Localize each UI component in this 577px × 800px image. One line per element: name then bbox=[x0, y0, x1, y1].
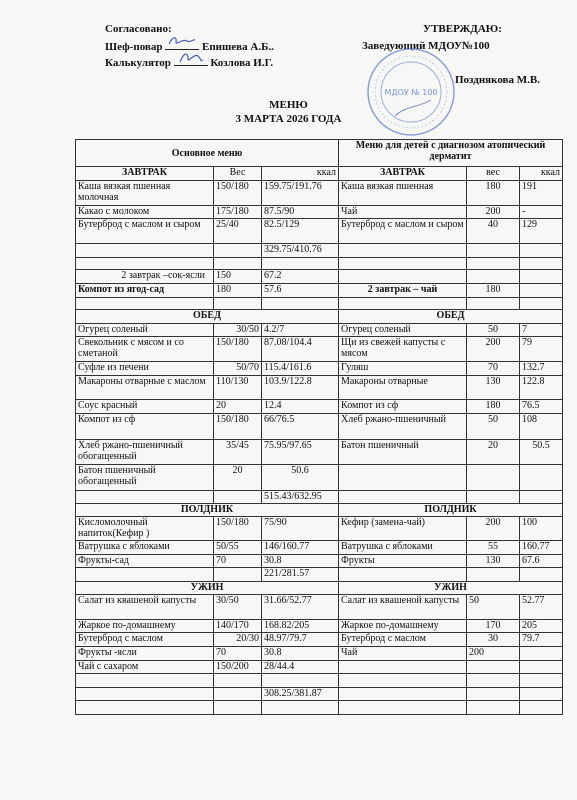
table-row bbox=[76, 376, 563, 400]
table-row bbox=[76, 701, 563, 715]
dish-weight: 50/55 bbox=[214, 541, 262, 555]
diet-dish-weight: 170 bbox=[467, 620, 520, 633]
diet-dish-kcal: 191 bbox=[520, 181, 563, 206]
chef-signature bbox=[165, 40, 199, 50]
table-row bbox=[76, 595, 563, 620]
menu-title: МЕНЮ bbox=[269, 99, 308, 111]
diet-dish-name: Чай bbox=[339, 206, 467, 219]
dish-kcal: 87.08/104.4 bbox=[262, 337, 339, 362]
snack-total-row bbox=[76, 568, 563, 582]
diet-meal-label: ЗАВТРАК bbox=[339, 167, 467, 181]
diet-dish-weight: 50 bbox=[467, 324, 520, 337]
dish-weight: 20 bbox=[214, 400, 262, 414]
dish-weight: 25/40 bbox=[214, 219, 262, 244]
table-row bbox=[76, 555, 563, 568]
diet-dish-weight: 40 bbox=[467, 219, 520, 244]
calc-line bbox=[105, 56, 273, 69]
diet-dish-kcal: 79 bbox=[520, 337, 563, 362]
menu-date: 3 МАРТА 2026 ГОДА bbox=[235, 113, 342, 125]
dish-weight: 50/70 bbox=[214, 362, 262, 376]
dish-weight: 110/130 bbox=[214, 376, 262, 400]
dinner-diet-label: УЖИН bbox=[339, 582, 563, 595]
table-row bbox=[76, 541, 563, 555]
table-row bbox=[76, 647, 563, 661]
dinner-header-row bbox=[76, 582, 563, 595]
diet-dish-name: Чай bbox=[339, 647, 467, 661]
dish-kcal: 168.82/205 bbox=[262, 620, 339, 633]
diet-dish-weight: 130 bbox=[467, 555, 520, 568]
table-row bbox=[76, 181, 563, 206]
diet-dish-name: Кефир (замена-чай) bbox=[339, 517, 467, 541]
agreed-label: Согласовано: bbox=[105, 23, 172, 35]
diet-dish-name: Каша вязкая пшенная bbox=[339, 181, 467, 206]
table-row bbox=[76, 661, 563, 674]
calc-name: Козлова И.Г. bbox=[210, 57, 274, 69]
diet-dish-name: 2 завтрак – чай bbox=[339, 284, 467, 298]
diet-dish-kcal: 52.77 bbox=[520, 595, 563, 620]
diet-dish-weight: 200 bbox=[467, 517, 520, 541]
main-meal-label: ЗАВТРАК bbox=[76, 167, 214, 181]
diet-dish-name: Компот из сф bbox=[339, 400, 467, 414]
table-header-row bbox=[76, 140, 563, 167]
table-row bbox=[76, 324, 563, 337]
dish-weight: 180 bbox=[214, 284, 262, 298]
svg-text:МДОУ № 100: МДОУ № 100 bbox=[384, 88, 438, 97]
dish-weight: 20 bbox=[214, 465, 262, 491]
main-menu-header: Основное меню bbox=[76, 140, 339, 167]
diet-dish-kcal: 79.7 bbox=[520, 633, 563, 647]
diet-dish-kcal: 50.5 bbox=[520, 440, 563, 465]
dish-name: Макароны отварные с маслом bbox=[76, 376, 214, 400]
diet-dish-name: Бутерброд с маслом bbox=[339, 633, 467, 647]
diet-menu-header: Меню для детей с диагнозом атопический дерматит bbox=[339, 140, 563, 167]
diet-dish-weight: 200 bbox=[467, 337, 520, 362]
dish-weight: 70 bbox=[214, 647, 262, 661]
dish-name: Ватрушка с яблоками bbox=[76, 541, 214, 555]
lunch-total-row bbox=[76, 491, 563, 504]
dish-name: Соус красный bbox=[76, 400, 214, 414]
dish-name: Бутерброд с маслом и сыром bbox=[76, 219, 214, 244]
dish-weight: 150/180 bbox=[214, 181, 262, 206]
diet-dish-name: Салат из квашеной капусты bbox=[339, 595, 467, 620]
dish-kcal: 50.6 bbox=[262, 465, 339, 491]
dish-weight: 30/50 bbox=[214, 595, 262, 620]
breakfast-total: 329.75/410.76 bbox=[262, 244, 339, 258]
dinner-main-label: УЖИН bbox=[76, 582, 339, 595]
diet-dish-name: Ватрушка с яблоками bbox=[339, 541, 467, 555]
dish-name: Суфле из печени bbox=[76, 362, 214, 376]
diet-dish-kcal: 108 bbox=[520, 414, 563, 440]
dish-kcal: 82.5/129 bbox=[262, 219, 339, 244]
dish-weight: 150 bbox=[214, 270, 262, 284]
diet-dish-kcal: 122.8 bbox=[520, 376, 563, 400]
dish-kcal: 103.9/122.8 bbox=[262, 376, 339, 400]
diet-dish-name: Жаркое по-домашнему bbox=[339, 620, 467, 633]
diet-dish-kcal: 205 bbox=[520, 620, 563, 633]
diet-dish-kcal: 132.7 bbox=[520, 362, 563, 376]
diet-dish-kcal: 129 bbox=[520, 219, 563, 244]
table-row bbox=[76, 414, 563, 440]
dish-kcal: 115.4/161.6 bbox=[262, 362, 339, 376]
dish-weight: 175/180 bbox=[214, 206, 262, 219]
dish-kcal: 67.2 bbox=[262, 270, 339, 284]
table-row bbox=[76, 517, 563, 541]
table-row bbox=[76, 674, 563, 688]
diet-dish-name: Фрукты bbox=[339, 555, 467, 568]
table-row bbox=[76, 400, 563, 414]
dish-kcal: 159.75/191.76 bbox=[262, 181, 339, 206]
diet-dish-weight: 180 bbox=[467, 181, 520, 206]
diet-dish-weight: 50 bbox=[467, 595, 520, 620]
snack-total: 221/281.57 bbox=[262, 568, 339, 582]
diet-dish-kcal: 100 bbox=[520, 517, 563, 541]
dish-kcal: 57.6 bbox=[262, 284, 339, 298]
diet-dish-name: Гуляш bbox=[339, 362, 467, 376]
diet-dish-weight: 70 bbox=[467, 362, 520, 376]
dish-name: Салат из квашеной капусты bbox=[76, 595, 214, 620]
dish-kcal: 66/76.5 bbox=[262, 414, 339, 440]
dish-name: Жаркое по-домашнему bbox=[76, 620, 214, 633]
chef-label: Шеф-повар bbox=[105, 41, 163, 53]
dinner-total: 308.25/381.87 bbox=[262, 688, 339, 701]
diet-dish-name: Макароны отварные bbox=[339, 376, 467, 400]
table-row bbox=[76, 620, 563, 633]
dish-weight: 150/180 bbox=[214, 337, 262, 362]
dish-name: Какао с молоком bbox=[76, 206, 214, 219]
dish-name: Огурец соленый bbox=[76, 324, 214, 337]
dish-kcal: 30.8 bbox=[262, 555, 339, 568]
head-name: Позднякова М.В. bbox=[455, 74, 540, 86]
main-weight-label: Вес bbox=[214, 167, 262, 181]
lunch-header-row bbox=[76, 310, 563, 324]
lunch-main-label: ОБЕД bbox=[76, 310, 339, 324]
dish-name: Компот из сф bbox=[76, 414, 214, 440]
diet-dish-kcal: - bbox=[520, 206, 563, 219]
dish-kcal: 75/90 bbox=[262, 517, 339, 541]
snack-diet-label: ПОЛДНИК bbox=[339, 504, 563, 517]
snack-main-label: ПОЛДНИК bbox=[76, 504, 339, 517]
dish-name: Батон пшеничный обогащенный bbox=[76, 465, 214, 491]
dish-weight: 150/180 bbox=[214, 517, 262, 541]
head-title: Заведующий МДОУ№100 bbox=[362, 40, 490, 52]
menu-table bbox=[75, 139, 563, 715]
dish-weight: 30/50 bbox=[214, 324, 262, 337]
dish-kcal: 146/160.77 bbox=[262, 541, 339, 555]
table-row bbox=[76, 465, 563, 491]
table-row bbox=[76, 362, 563, 376]
diet-dish-weight: 50 bbox=[467, 414, 520, 440]
dish-name: Свекольник с мясом и со сметаной bbox=[76, 337, 214, 362]
diet-dish-kcal: 7 bbox=[520, 324, 563, 337]
main-kcal-label: ккал bbox=[262, 167, 339, 181]
chef-name: Епишева А.Б.. bbox=[202, 41, 274, 53]
diet-dish-weight: 180 bbox=[467, 284, 520, 298]
dish-kcal: 31.66/52.77 bbox=[262, 595, 339, 620]
dish-name: Чай с сахаром bbox=[76, 661, 214, 674]
dish-name: Фрукты -ясли bbox=[76, 647, 214, 661]
diet-dish-kcal: 67.6 bbox=[520, 555, 563, 568]
diet-dish-name: Хлеб ржано-пшеничный bbox=[339, 414, 467, 440]
table-row bbox=[76, 298, 563, 310]
diet-dish-name: Бутерброд с маслом и сыром bbox=[339, 219, 467, 244]
diet-dish-name: Щи из свежей капусты с мясом bbox=[339, 337, 467, 362]
dish-kcal: 30.8 bbox=[262, 647, 339, 661]
dish-name: Фрукты-сад bbox=[76, 555, 214, 568]
table-row bbox=[76, 270, 563, 284]
dish-kcal: 12.4 bbox=[262, 400, 339, 414]
diet-weight-label: вес bbox=[467, 167, 520, 181]
dish-weight: 35/45 bbox=[214, 440, 262, 465]
diet-dish-name: Батон пшеничный bbox=[339, 440, 467, 465]
lunch-total: 515.43/632.95 bbox=[262, 491, 339, 504]
dinner-total-row bbox=[76, 688, 563, 701]
calc-signature bbox=[174, 56, 208, 66]
snack-header-row bbox=[76, 504, 563, 517]
dish-name: 2 завтрак –сок-ясли bbox=[76, 270, 214, 284]
calc-label: Калькулятор bbox=[105, 57, 171, 69]
dish-name: Каша вязкая пшенная молочная bbox=[76, 181, 214, 206]
dish-kcal: 48.97/79.7 bbox=[262, 633, 339, 647]
dish-kcal: 4.2/7 bbox=[262, 324, 339, 337]
dish-name: Компот из ягод-сад bbox=[76, 284, 214, 298]
lunch-diet-label: ОБЕД bbox=[339, 310, 563, 324]
table-row bbox=[76, 337, 563, 362]
table-row bbox=[76, 284, 563, 298]
table-row bbox=[76, 219, 563, 244]
diet-dish-weight: 130 bbox=[467, 376, 520, 400]
diet-dish-weight: 30 bbox=[467, 633, 520, 647]
diet-dish-weight: 200 bbox=[467, 206, 520, 219]
breakfast-total-row bbox=[76, 244, 563, 258]
table-row bbox=[76, 206, 563, 219]
dish-kcal: 87.5/90 bbox=[262, 206, 339, 219]
table-row bbox=[76, 440, 563, 465]
diet-dish-weight: 55 bbox=[467, 541, 520, 555]
dish-name: Кисломолочный напиток(Кефир ) bbox=[76, 517, 214, 541]
dish-name: Бутерброд с маслом bbox=[76, 633, 214, 647]
approve-label: УТВЕРЖДАЮ: bbox=[423, 23, 502, 35]
dish-kcal: 28/44.4 bbox=[262, 661, 339, 674]
diet-dish-weight: 20 bbox=[467, 440, 520, 465]
dish-weight: 150/200 bbox=[214, 661, 262, 674]
dish-weight: 140/170 bbox=[214, 620, 262, 633]
diet-dish-weight: 180 bbox=[467, 400, 520, 414]
diet-dish-kcal: 160.77 bbox=[520, 541, 563, 555]
table-row bbox=[76, 258, 563, 270]
dish-weight: 150/180 bbox=[214, 414, 262, 440]
dish-weight: 70 bbox=[214, 555, 262, 568]
dish-name: Хлеб ржано-пшеничный обогащенный bbox=[76, 440, 214, 465]
diet-dish-kcal: 76.5 bbox=[520, 400, 563, 414]
diet-dish-weight: 200 bbox=[467, 647, 520, 661]
breakfast-header-row bbox=[76, 167, 563, 181]
table-row bbox=[76, 633, 563, 647]
diet-dish-name: Огурец соленый bbox=[339, 324, 467, 337]
dish-weight: 20/30 bbox=[214, 633, 262, 647]
dish-kcal: 75.95/97.65 bbox=[262, 440, 339, 465]
diet-kcal-label: ккал bbox=[520, 167, 563, 181]
